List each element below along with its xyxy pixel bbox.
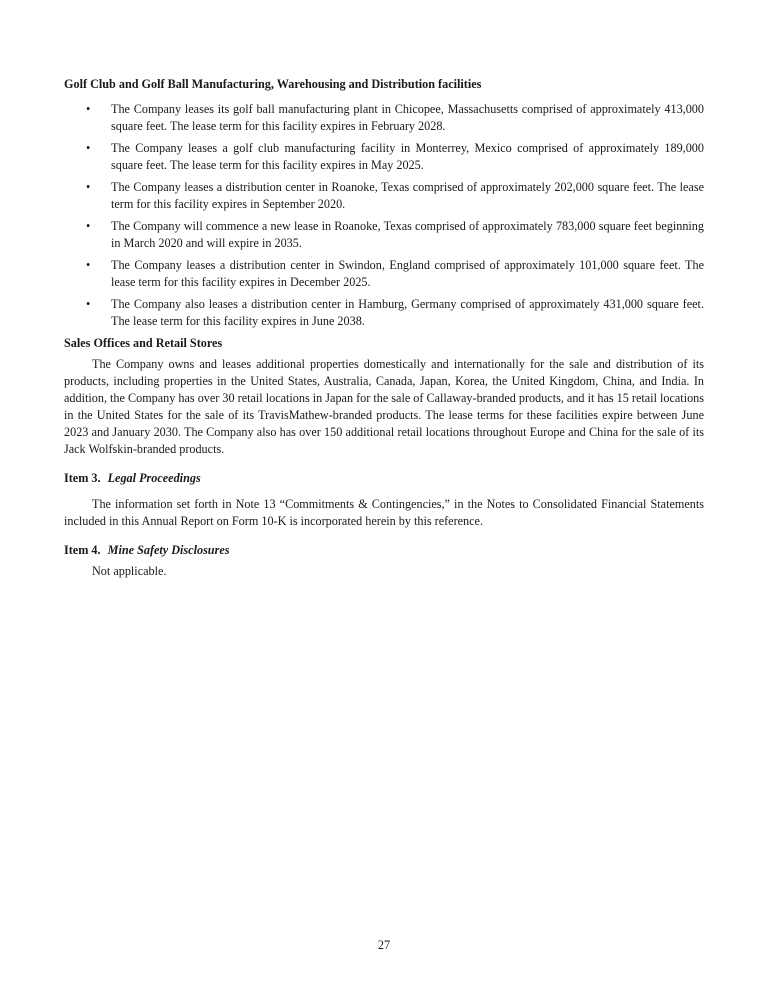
facilities-heading: Golf Club and Golf Ball Manufacturing, Warehousing and Distribution facilities: [64, 77, 482, 91]
sales-offices-heading: Sales Offices and Retail Stores: [64, 336, 223, 350]
list-item-text: The Company leases a distribution center in Swindon, England comprised of approximately 101,000 square feet. The lease term for this facility expires in December 2025.: [111, 258, 704, 289]
bullet-icon: •: [86, 297, 91, 311]
list-item: [64, 179, 704, 213]
document-page: [64, 76, 704, 580]
bullet-icon: •: [86, 258, 91, 272]
list-item: [64, 101, 704, 135]
page-number: 27: [377, 938, 391, 952]
list-item: [64, 140, 704, 174]
list-item-text: The Company leases a distribution center in Roanoke, Texas comprised of approximately 202,000 square feet. The lease term for this facility expires in September 2020.: [111, 180, 704, 211]
sales-offices-paragraph: The Company owns and leases additional properties domestically and internationally for the sale and distribution of its products, including properties in the United States, Australia, Canada, Japan, Korea, the United Kingdom, China, and India. In addition, the Company has over 30 retail locations in Japan for the sale of Callaway-branded products, and it has 15 retail locations in the United States for the sale of its TravisMathew-branded products. The lease terms for these facilities expire between June 2023 and January 2030. The Company also has over 150 additional retail locations throughout Europe and China for the sale of its Jack Wolfskin-branded products.: [64, 357, 705, 456]
facilities-list: [64, 101, 704, 330]
list-item-text: The Company leases a golf club manufacturing facility in Monterrey, Mexico comprised of approximately 189,000 square feet. The lease term for this facility expires in May 2025.: [111, 141, 704, 172]
bullet-icon: •: [86, 141, 91, 155]
bullet-icon: •: [86, 180, 91, 194]
list-item: [64, 296, 704, 330]
list-item-text: The Company will commence a new lease in Roanoke, Texas comprised of approximately 783,000 square feet beginning in March 2020 and will expire in 2035.: [111, 219, 704, 250]
item4-number: Item 4.: [64, 543, 101, 557]
list-item-text: The Company leases its golf ball manufacturing plant in Chicopee, Massachusetts comprised of approximately 413,000 square feet. The lease term for this facility expires in February 2028.: [111, 102, 704, 133]
item3-heading: [64, 470, 704, 487]
item4-title: Mine Safety Disclosures: [107, 543, 230, 557]
list-item-text: The Company also leases a distribution center in Hamburg, Germany comprised of approximately 431,000 square feet. The lease term for this facility expires in June 2038.: [111, 297, 704, 328]
item3-paragraph: The information set forth in Note 13 “Commitments & Contingencies,” in the Notes to Consolidated Financial Statements included in this Annual Report on Form 10-K is incorporated herein by this reference.: [64, 497, 704, 528]
list-item: [64, 257, 704, 291]
bullet-icon: •: [86, 102, 91, 116]
item3-number: Item 3.: [64, 471, 101, 485]
bullet-icon: •: [86, 219, 91, 233]
item4-paragraph: Not applicable.: [92, 564, 167, 578]
item4-heading: [64, 542, 704, 559]
item3-title: Legal Proceedings: [107, 471, 201, 485]
list-item: [64, 218, 704, 252]
